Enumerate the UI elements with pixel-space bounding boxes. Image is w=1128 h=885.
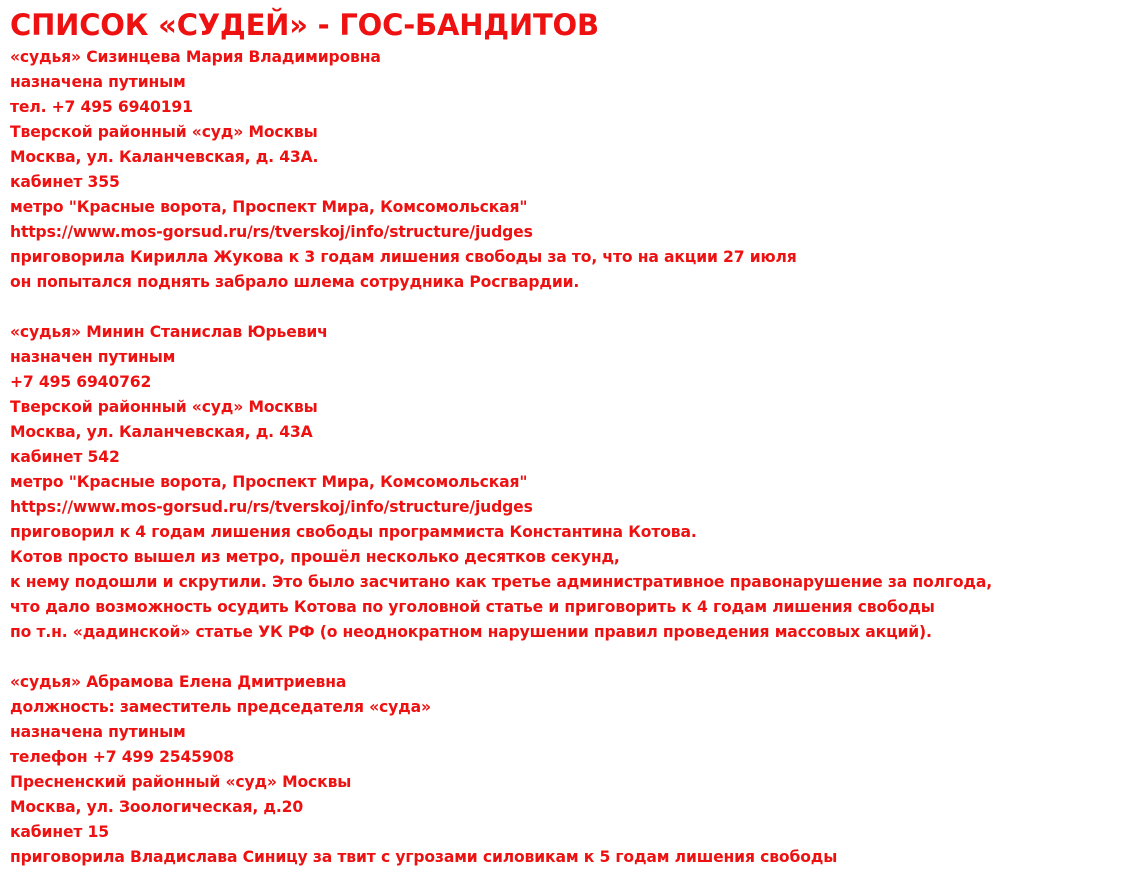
entry-2-line-5: Москва, ул. Каланчевская, д. 43А [10,423,313,441]
document-title: СПИСОК «СУДЕЙ» - ГОС-БАНДИТОВ [10,8,599,42]
entry-separator [10,295,1122,320]
entry-2-line-4: Тверской районный «суд» Москвы [10,398,318,416]
entry-2-line-7: метро "Красные ворота, Проспект Мира, Комсомольская" [10,473,528,491]
judge-entry-minin [10,320,1122,645]
entry-1-line-6: кабинет 355 [10,173,120,191]
entry-3-line-5: Пресненский районный «суд» Москвы [10,773,352,791]
entry-1-line-3: тел. +7 495 6940191 [10,98,193,116]
judge-entry-sizintseva [10,45,1122,295]
entry-1-line-4: Тверской районный «суд» Москвы [10,123,318,141]
entry-2-line-10: Котов просто вышел из метро, прошёл несколько десятков секунд, [10,548,620,566]
judges-list-document [10,6,1122,870]
entry-3-line-6: Москва, ул. Зоологическая, д.20 [10,798,304,816]
entry-2-line-9: приговорил к 4 годам лишения свободы программиста Константина Котова. [10,523,697,541]
entry-1-line-8: https://www.mos-gorsud.ru/rs/tverskoj/info/structure/judges [10,223,533,241]
entry-2-line-3: +7 495 6940762 [10,373,152,391]
entry-1-line-9: приговорила Кирилла Жукова к 3 годам лишения свободы за то, что на акции 27 июля [10,248,797,266]
entry-2-line-13: по т.н. «дадинской» статье УК РФ (о неоднократном нарушении правил проведения массовых акций). [10,623,932,641]
entry-1-line-1: «судья» Сизинцева Мария Владимировна [10,48,381,66]
entry-3-line-7: кабинет 15 [10,823,109,841]
entry-1-line-2: назначена путиным [10,73,186,91]
entry-2-line-12: что дало возможность осудить Котова по уголовной статье и приговорить к 4 годам лишения свободы [10,598,935,616]
entry-separator [10,645,1122,670]
entry-3-line-4: телефон +7 499 2545908 [10,748,234,766]
judge-entry-abramova [10,670,1122,870]
entry-1-line-5: Москва, ул. Каланчевская, д. 43А. [10,148,319,166]
entry-1-line-7: метро "Красные ворота, Проспект Мира, Комсомольская" [10,198,528,216]
entry-3-line-3: назначена путиным [10,723,186,741]
entry-1-line-10: он попытался поднять забрало шлема сотрудника Росгвардии. [10,273,580,291]
entry-3-line-2: должность: заместитель председателя «суда» [10,698,431,716]
entry-3-line-1: «судья» Абрамова Елена Дмитриевна [10,673,347,691]
entry-3-line-8: приговорила Владислава Синицу за твит с угрозами силовикам к 5 годам лишения свободы [10,848,838,866]
entry-2-line-2: назначен путиным [10,348,176,366]
entry-2-line-1: «судья» Минин Станислав Юрьевич [10,323,328,341]
entry-2-line-6: кабинет 542 [10,448,120,466]
entry-2-line-8: https://www.mos-gorsud.ru/rs/tverskoj/info/structure/judges [10,498,533,516]
entry-2-line-11: к нему подошли и скрутили. Это было засчитано как третье административное правонарушение за полгода, [10,573,993,591]
